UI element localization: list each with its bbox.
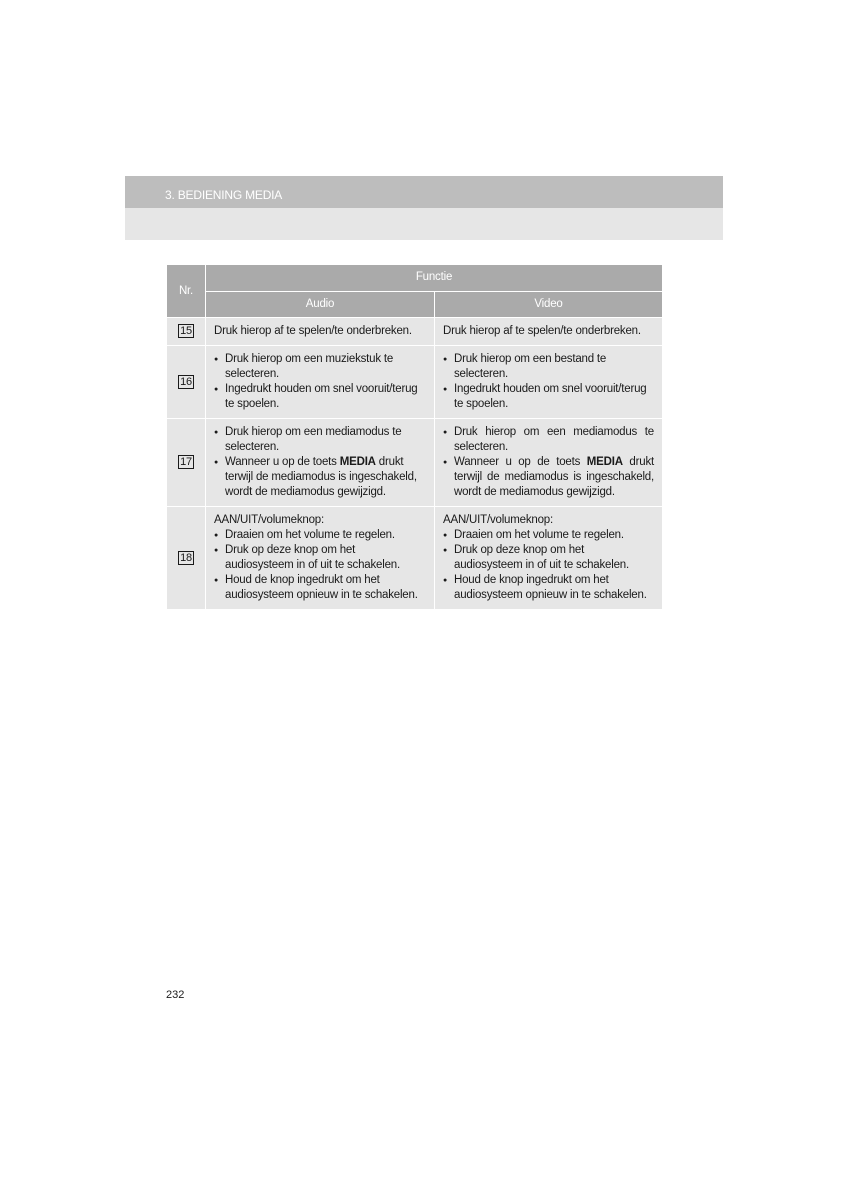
section-header: [125, 176, 723, 240]
list-item: ● Ingedrukt houden om snel vooruit/terug te spoelen.: [214, 382, 426, 412]
audio-cell: [206, 318, 435, 346]
video-text: Druk hierop af te spelen/te onderbreken.: [443, 325, 641, 337]
list-item: ● Druk op deze knop om het audiosysteem in of uit te schakelen.: [214, 543, 426, 573]
row-number-cell: [167, 507, 206, 610]
table-row: [167, 507, 663, 610]
table-row: [167, 419, 663, 507]
list-item: ● Houd de knop ingedrukt om het audiosysteem opnieuw in te schakelen.: [443, 573, 654, 603]
row-number-cell: [167, 419, 206, 507]
list-item: [443, 455, 654, 500]
audio-cell: [206, 507, 435, 610]
list-item: ● Druk hierop om een mediamodus te selecteren.: [214, 425, 426, 455]
list-item-text: Wanneer u op de toets: [454, 456, 587, 468]
row-number: 15: [178, 324, 194, 338]
list-item: ● Druk hierop om een mediamodus te selecteren.: [443, 425, 654, 455]
audio-text: Druk hierop af te spelen/te onderbreken.: [214, 325, 412, 337]
list-item: ● Druk hierop om een bestand te selecteren.: [443, 352, 654, 382]
page-number: 232: [166, 989, 185, 1001]
row-number-cell: [167, 346, 206, 419]
row-number-cell: [167, 318, 206, 346]
header-audio: Audio: [206, 291, 435, 318]
audio-cell: [206, 419, 435, 507]
video-cell: [435, 346, 663, 419]
list-item: ● Houd de knop ingedrukt om het audiosysteem opnieuw in te schakelen.: [214, 573, 426, 603]
list-item: [214, 455, 426, 500]
list-item-text: drukt terwijl de mediamodus is ingeschakeld, wordt de mediamodus gewijzigd.: [454, 456, 654, 498]
cell-intro: AAN/UIT/volumeknop:: [443, 514, 553, 526]
list-item: ● Druk hierop om een muziekstuk te selecteren.: [214, 352, 426, 382]
list-item-text: drukt terwijl de mediamodus is ingeschakeld, wordt de mediamodus gewijzigd.: [225, 456, 417, 498]
table-row: [167, 346, 663, 419]
row-number: 18: [178, 551, 194, 565]
list-item: ● Druk op deze knop om het audiosysteem in of uit te schakelen.: [443, 543, 654, 573]
media-key-label: MEDIA: [586, 456, 623, 468]
audio-cell: [206, 346, 435, 419]
video-cell: [435, 507, 663, 610]
list-item-text: Wanneer u op de toets: [225, 456, 340, 468]
row-number: 17: [178, 455, 194, 469]
cell-intro: AAN/UIT/volumeknop:: [214, 514, 324, 526]
list-item: ● Draaien om het volume te regelen.: [214, 528, 426, 543]
table-row: [167, 318, 663, 346]
row-number: 16: [178, 375, 194, 389]
header-functie: Functie: [206, 265, 663, 292]
video-cell: [435, 419, 663, 507]
header-nr: Nr.: [167, 265, 206, 318]
header-video: Video: [435, 291, 663, 318]
list-item: ● Draaien om het volume te regelen.: [443, 528, 654, 543]
video-cell: [435, 318, 663, 346]
section-title: 3. BEDIENING MEDIA: [165, 188, 283, 202]
list-item: ● Ingedrukt houden om snel vooruit/terug te spoelen.: [443, 382, 654, 412]
media-key-label: MEDIA: [339, 456, 376, 468]
function-table: [166, 264, 663, 610]
section-header-bar: [125, 176, 723, 208]
